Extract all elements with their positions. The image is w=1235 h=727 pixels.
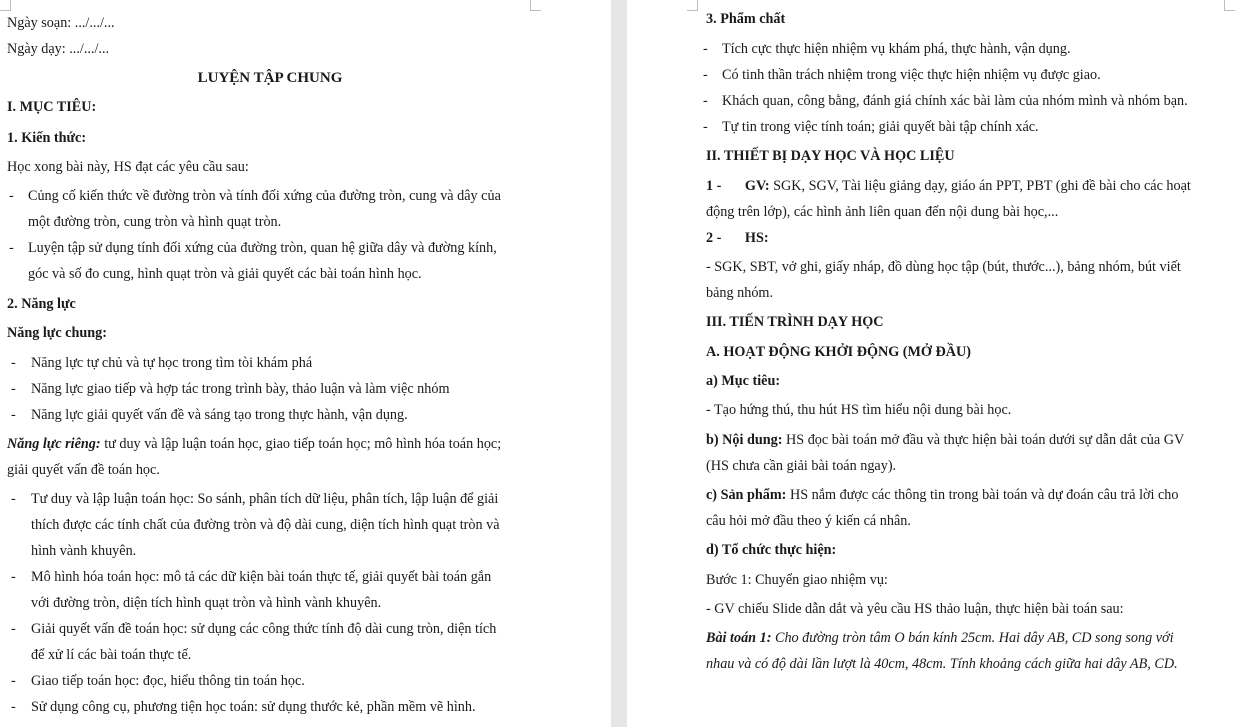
- list-item: Giao tiếp toán học: đọc, hiểu thông tin toán học.: [31, 673, 305, 689]
- date-taught: Ngày dạy: .../.../...: [7, 41, 110, 57]
- list-item-continuation: góc và số đo cung, hình quạt tròn và giải quyết các bài toán hình học.: [28, 266, 422, 282]
- list-item: Giải quyết vấn đề toán học: sử dụng các công thức tính độ dài cung tròn, diện tích: [31, 621, 497, 637]
- margin-crop-mark: [530, 0, 541, 11]
- bullet-dash: -: [703, 41, 708, 57]
- document-page-right: [627, 0, 1235, 727]
- list-item-continuation: thích được các tính chất của đường tròn và độ dài cung, diện tích hình quạt tròn và: [31, 517, 500, 533]
- margin-crop-mark: [687, 0, 698, 11]
- margin-crop-mark: [1224, 0, 1235, 11]
- date-prepared: Ngày soạn: .../.../...: [7, 15, 115, 31]
- problem-paragraph: [706, 629, 1174, 647]
- list-item-continuation: hình vành khuyên.: [31, 543, 137, 559]
- content-label: b) Nội dung:: [706, 432, 783, 448]
- bullet-dash: -: [11, 407, 16, 423]
- list-item: Tự tin trong việc tính toán; giải quyết bài tập chính xác.: [722, 119, 1039, 135]
- teacher-equipment-text: SGK, SGV, Tài liệu giảng dạy, giáo án PPT, PBT (ghi đề bài cho các hoạt: [769, 178, 1191, 194]
- section-heading-objectives: I. MỤC TIÊU:: [7, 99, 97, 115]
- equipment-teacher-continuation: động trên lớp), các hình ảnh liên quan đến nội dung bài học,...: [706, 204, 1059, 220]
- list-item: Củng cố kiến thức về đường tròn và tính đối xứng của đường tròn, cung và dây của: [28, 188, 501, 204]
- student-equipment-text: - SGK, SBT, vở ghi, giấy nháp, đồ dùng học tập (bút, thước...), bảng nhóm, bút viết: [706, 259, 1181, 275]
- specific-competency-continuation: giải quyết vấn đề toán học.: [7, 462, 160, 478]
- subheading-knowledge: 1. Kiến thức:: [7, 130, 87, 146]
- list-item-continuation: với đường tròn, diện tích hình quạt tròn và hình vành khuyên.: [31, 595, 382, 611]
- equipment-student: [706, 229, 769, 247]
- product-text: HS nắm được các thông tin trong bài toán và dự đoán câu trả lời cho: [786, 487, 1179, 503]
- list-item: Có tinh thần trách nhiệm trong việc thực hiện nhiệm vụ được giao.: [722, 67, 1101, 83]
- content-continuation: (HS chưa cần giải bài toán ngay).: [706, 458, 897, 474]
- product-label: c) Sản phẩm:: [706, 487, 787, 503]
- product-continuation: câu hỏi mở đầu theo ý kiến cá nhân.: [706, 513, 911, 529]
- list-item: Khách quan, công bằng, đánh giá chính xác bài làm của nhóm mình và nhóm bạn.: [722, 93, 1188, 109]
- bullet-dash: -: [11, 355, 16, 371]
- list-item: Năng lực giao tiếp và hợp tác trong trình bày, thảo luận và làm việc nhóm: [31, 381, 450, 397]
- bullet-dash: -: [11, 569, 16, 585]
- problem-text: Cho đường tròn tâm O bán kính 25cm. Hai dây AB, CD song song với: [771, 630, 1174, 646]
- activity-heading-warmup: A. HOẠT ĐỘNG KHỞI ĐỘNG (MỞ ĐẦU): [706, 344, 971, 360]
- problem-label: Bài toán 1:: [706, 630, 772, 646]
- bullet-dash: -: [11, 699, 16, 715]
- list-number: 2 -: [706, 230, 722, 246]
- step-1-text: - GV chiếu Slide dẫn dắt và yêu cầu HS thảo luận, thực hiện bài toán sau:: [706, 601, 1124, 617]
- list-item-continuation: một đường tròn, cung tròn và hình quạt tròn.: [28, 214, 282, 230]
- page-gutter: [611, 0, 628, 727]
- document-page-left: [0, 0, 611, 727]
- list-item-continuation: để xử lí các bài toán thực tế.: [31, 647, 192, 663]
- problem-continuation: nhau và có độ dài lần lượt là 40cm, 48cm. Tính khoảng cách giữa hai dây AB, CD.: [706, 656, 1178, 672]
- content-text: HS đọc bài toán mở đầu và thực hiện bài toán dưới sự dẫn dắt của GV: [782, 432, 1185, 448]
- subheading-competency: 2. Năng lực: [7, 296, 76, 312]
- goal-label: a) Mục tiêu:: [706, 373, 781, 389]
- teacher-label: GV:: [744, 178, 770, 194]
- list-item: Năng lực tự chủ và tự học trong tìm tòi khám phá: [31, 355, 313, 371]
- specific-competency-text: tư duy và lập luận toán học, giao tiếp toán học; mô hình hóa toán học;: [100, 436, 502, 452]
- product-paragraph: [706, 486, 1178, 504]
- content-paragraph: [706, 431, 1184, 449]
- step-1: Bước 1: Chuyển giao nhiệm vụ:: [706, 572, 888, 588]
- list-number: 1 -: [706, 178, 722, 194]
- bullet-dash: -: [11, 381, 16, 397]
- student-equipment-continuation: bảng nhóm.: [706, 285, 773, 301]
- bullet-dash: -: [11, 621, 16, 637]
- bullet-dash: -: [9, 188, 14, 204]
- bullet-dash: -: [703, 93, 708, 109]
- section-heading-equipment: II. THIẾT BỊ DẠY HỌC VÀ HỌC LIỆU: [706, 148, 955, 164]
- subheading-qualities: 3. Phẩm chất: [706, 11, 786, 27]
- list-item: Tích cực thực hiện nhiệm vụ khám phá, thực hành, vận dụng.: [722, 41, 1071, 57]
- bullet-dash: -: [9, 240, 14, 256]
- list-item: Luyện tập sử dụng tính đối xứng của đường tròn, quan hệ giữa dây và đường kính,: [28, 240, 497, 256]
- bullet-dash: -: [703, 119, 708, 135]
- bullet-dash: -: [11, 673, 16, 689]
- specific-competency-label: Năng lực riêng:: [7, 436, 101, 452]
- student-label: HS:: [744, 230, 769, 246]
- bullet-dash: -: [703, 67, 708, 83]
- specific-competency-paragraph: [7, 435, 501, 453]
- goal-text: - Tạo hứng thú, thu hút HS tìm hiểu nội dung bài học.: [706, 402, 1012, 418]
- section-heading-process: III. TIẾN TRÌNH DẠY HỌC: [706, 314, 884, 330]
- list-item: Tư duy và lập luận toán học: So sánh, phân tích dữ liệu, phân tích, lập luận để giải: [31, 491, 499, 507]
- knowledge-intro: Học xong bài này, HS đạt các yêu cầu sau:: [7, 159, 249, 175]
- list-item: Sử dụng công cụ, phương tiện học toán: sử dụng thước kẻ, phần mềm vẽ hình.: [31, 699, 476, 715]
- general-competency-label: Năng lực chung:: [7, 325, 107, 341]
- document-title: LUYỆN TẬP CHUNG: [197, 70, 343, 86]
- bullet-dash: -: [11, 491, 16, 507]
- list-item: Mô hình hóa toán học: mô tả các dữ kiện bài toán thực tế, giải quyết bài toán gắn: [31, 569, 492, 585]
- equipment-teacher: [706, 177, 1191, 195]
- list-item: Năng lực giải quyết vấn đề và sáng tạo trong thực hành, vận dụng.: [31, 407, 408, 423]
- organize-label: d) Tổ chức thực hiện:: [706, 542, 837, 558]
- margin-crop-mark: [0, 0, 11, 11]
